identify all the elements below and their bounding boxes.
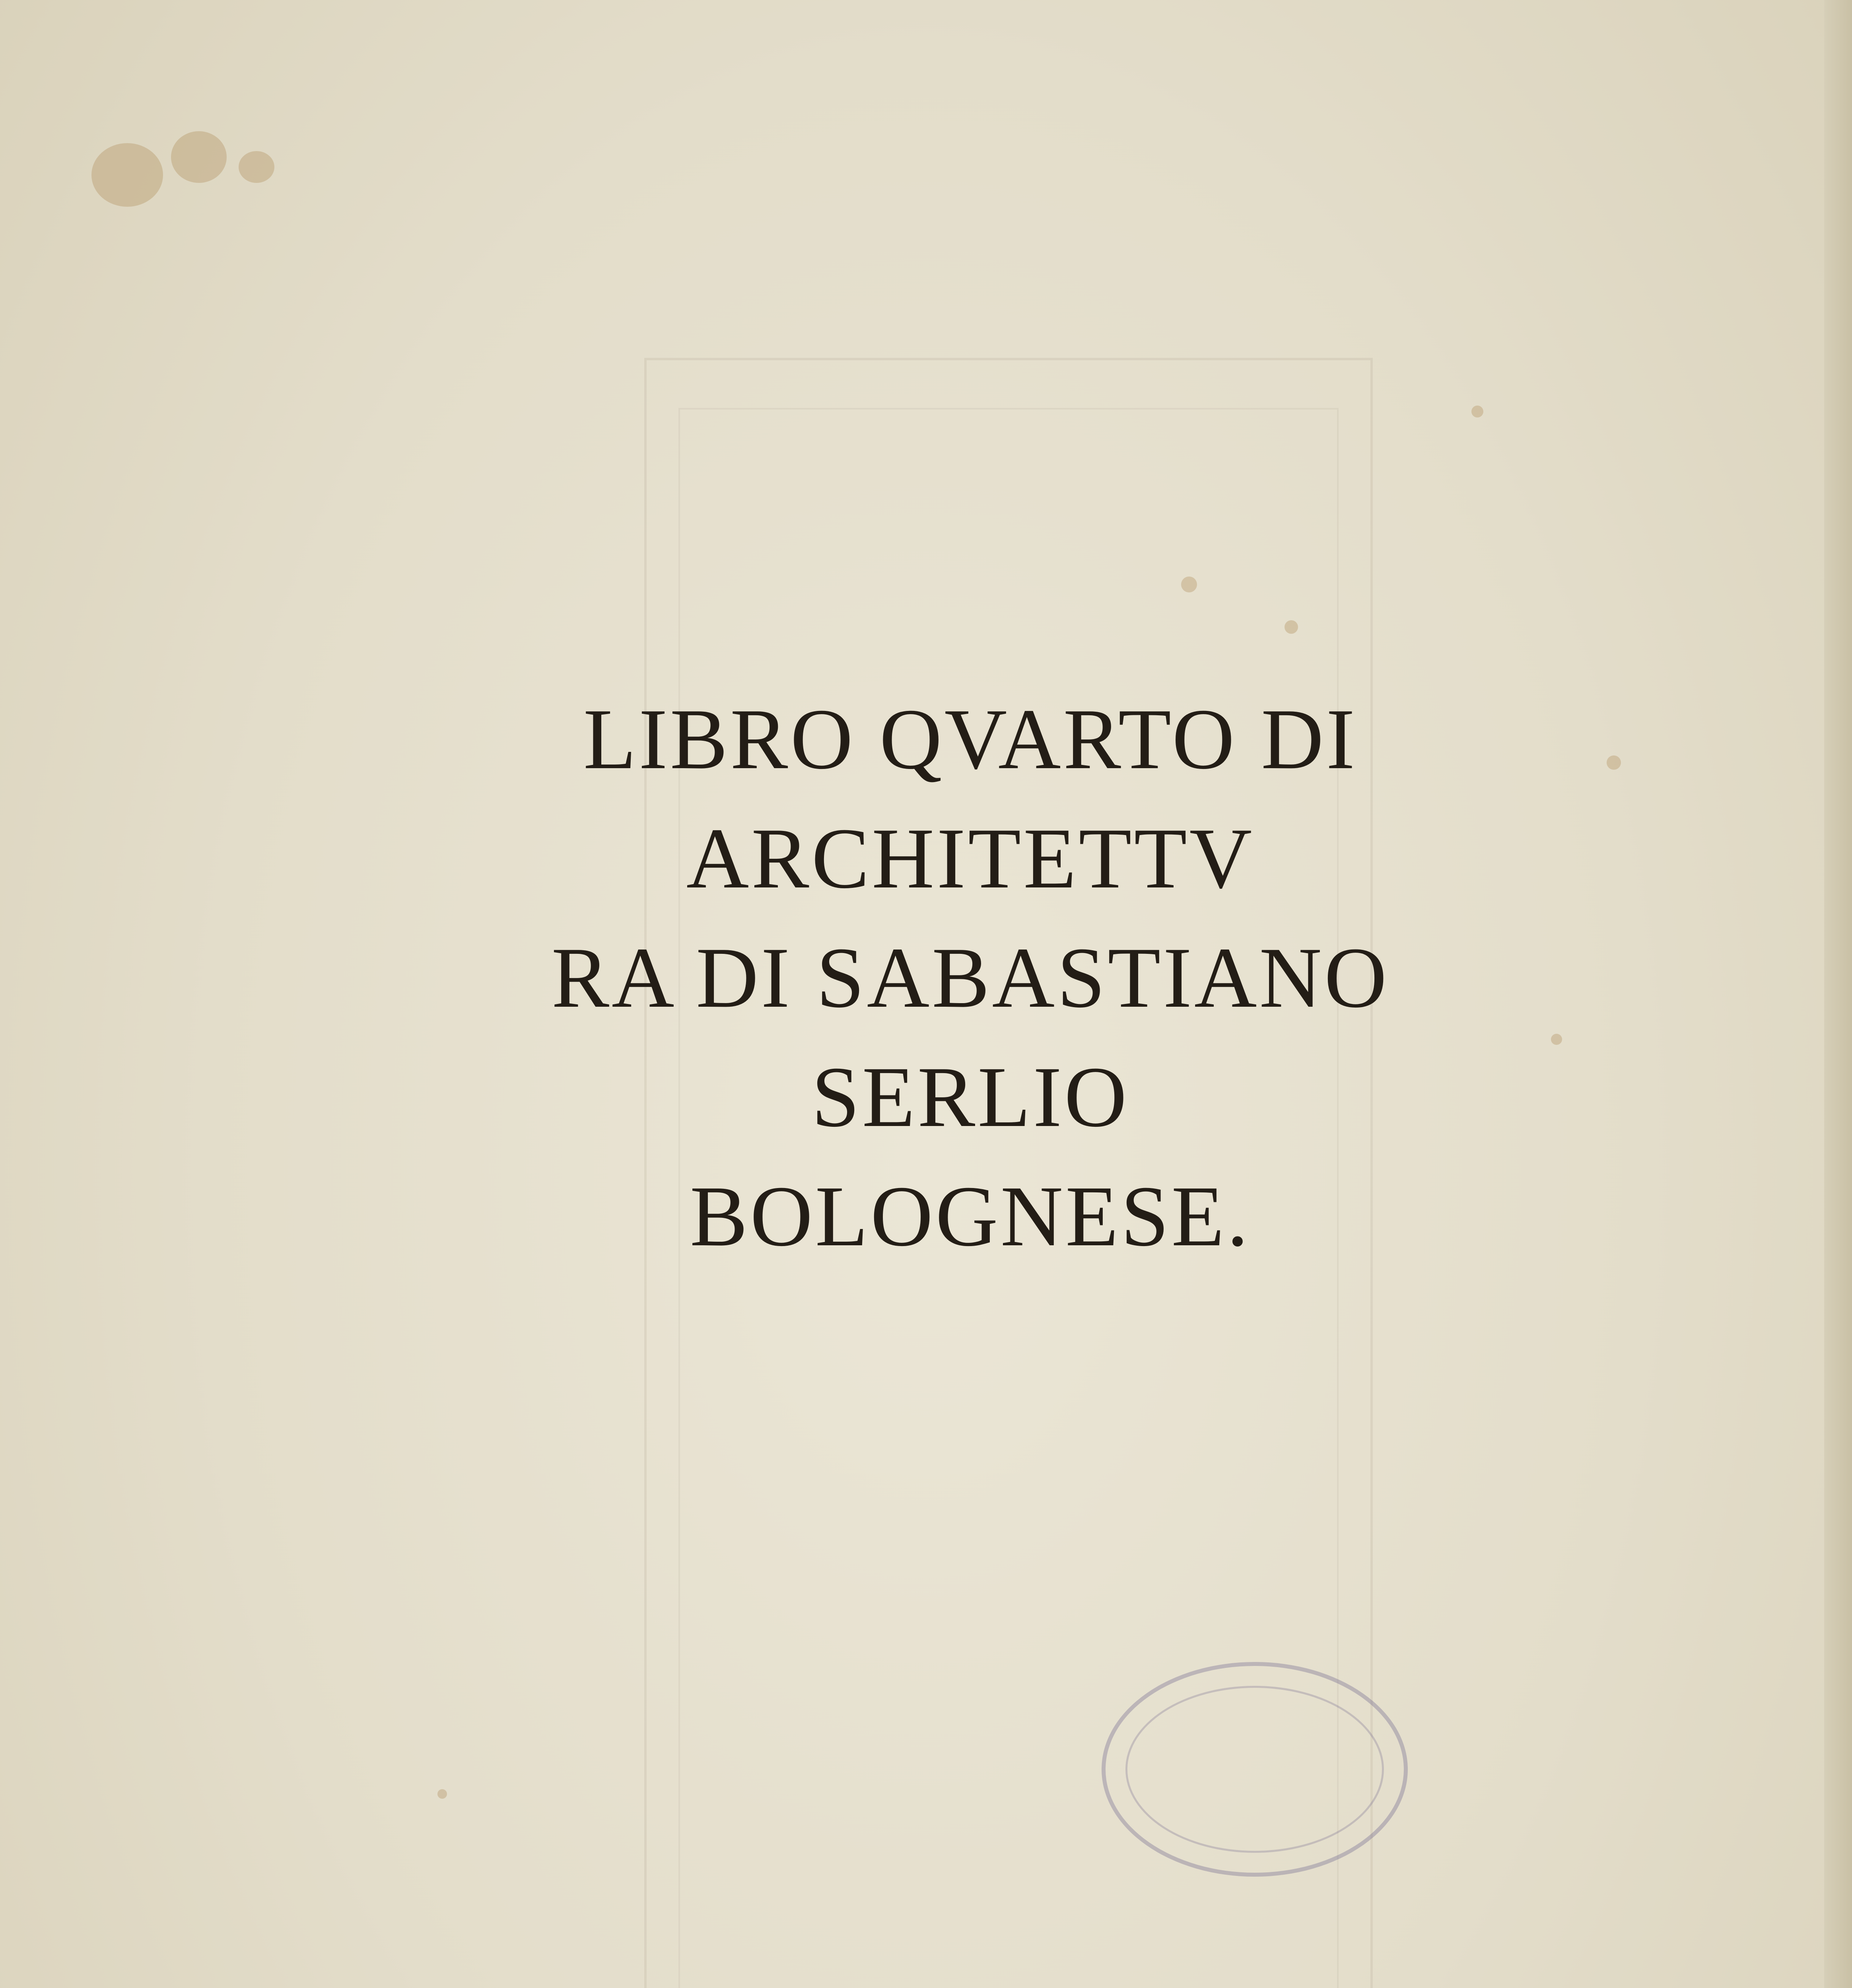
- library-stamp: [1102, 1662, 1408, 1877]
- library-stamp-inner-ring: [1125, 1686, 1384, 1853]
- foxing-stain: [171, 131, 227, 183]
- title-line-1: LIBRO QVARTO DI: [583, 691, 1358, 787]
- title-line-2: ARCHITETTV: [686, 811, 1255, 907]
- foxing-stain: [1181, 577, 1197, 592]
- title-line-5: BOLOGNESE.: [690, 1169, 1251, 1264]
- foxing-stain: [239, 151, 274, 183]
- title-line-4: SERLIO: [811, 1049, 1129, 1145]
- foxing-stain: [91, 143, 163, 207]
- foxing-stain: [1607, 755, 1621, 770]
- foxing-stain: [1471, 406, 1483, 417]
- foxing-stain: [437, 1789, 447, 1799]
- title-line-3: RA DI SABASTIANO: [551, 930, 1389, 1026]
- page-edge: [1824, 0, 1852, 1988]
- foxing-stain: [1285, 620, 1298, 634]
- title-block: [382, 684, 1559, 1320]
